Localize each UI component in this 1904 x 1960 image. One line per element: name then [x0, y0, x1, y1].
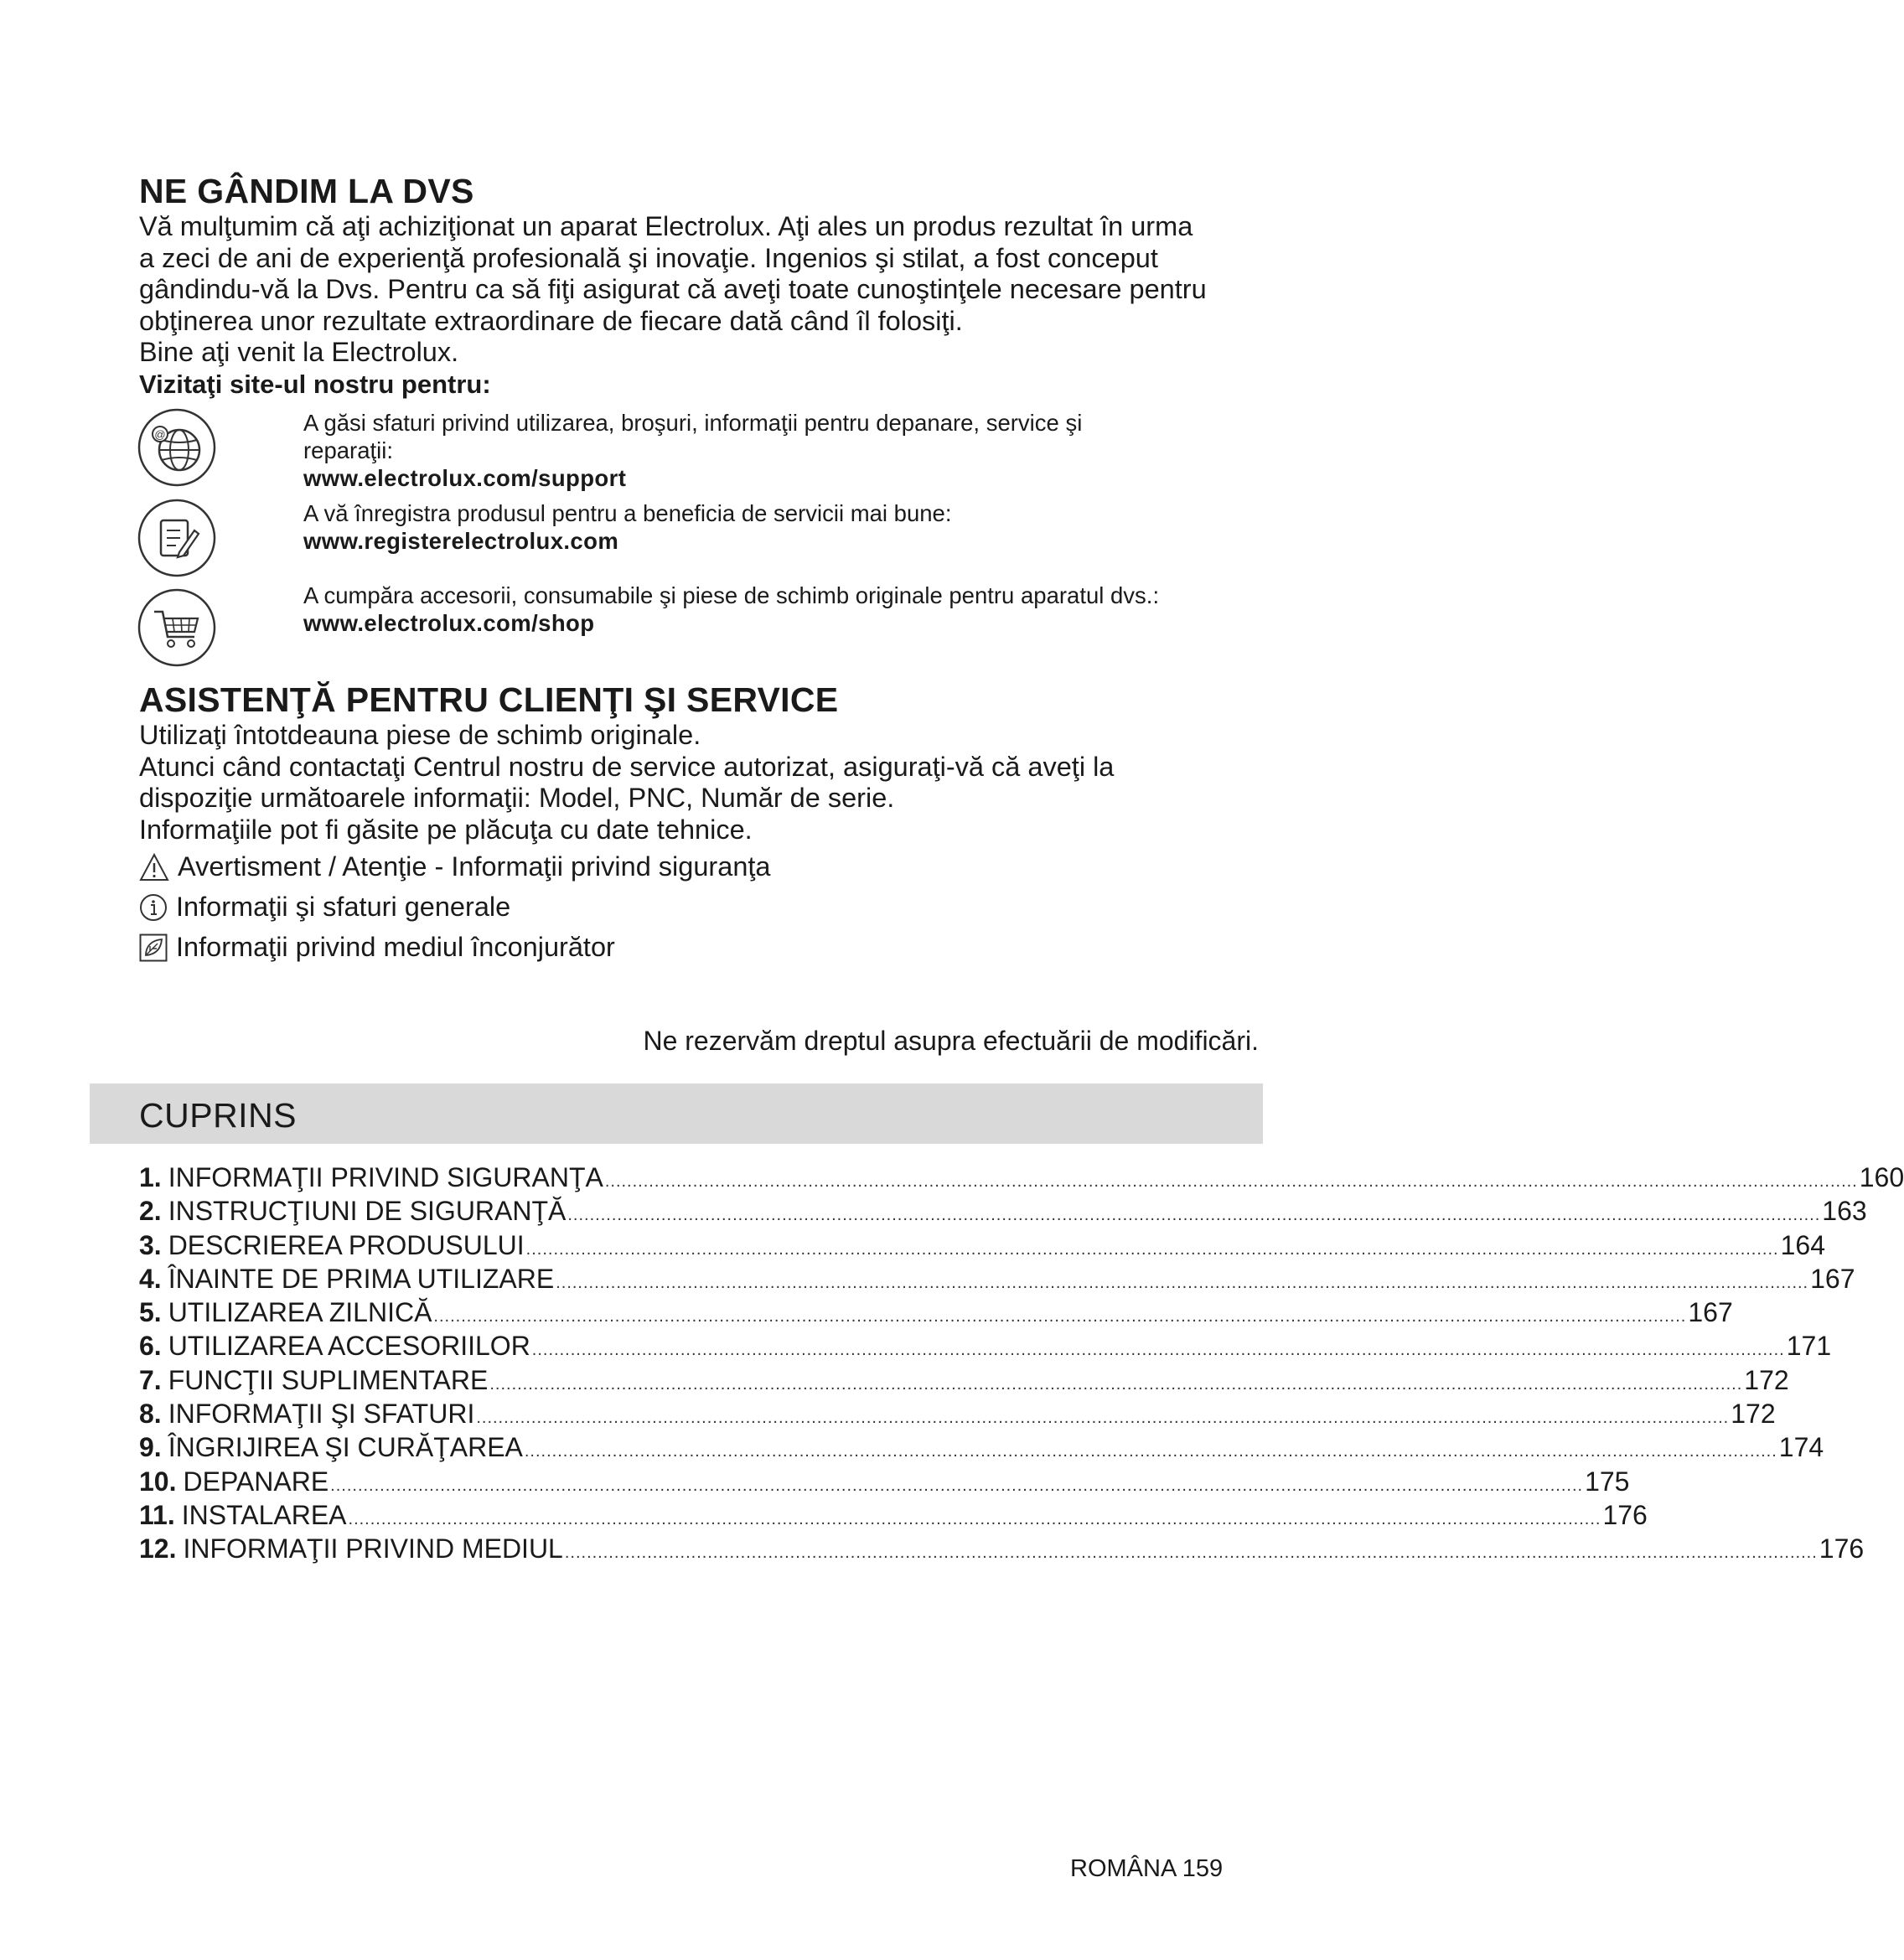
- toc-label: INSTRUCŢIUNI DE SIGURANŢĂ: [168, 1196, 567, 1227]
- toc-number: 6.: [139, 1331, 162, 1362]
- legend-text: Avertisment / Atenţie - Informaţii privind siguranţa: [178, 851, 771, 882]
- toc-page: 174: [1778, 1432, 1824, 1463]
- toc-number: 7.: [139, 1364, 162, 1395]
- shopping-cart-icon: [136, 587, 218, 669]
- toc-page: 163: [1822, 1196, 1867, 1227]
- info-icon: [139, 893, 168, 922]
- toc-page: 167: [1688, 1297, 1733, 1328]
- toc-number: 9.: [139, 1432, 162, 1463]
- register-url-link[interactable]: www.registerelectrolux.com: [303, 528, 619, 554]
- intro-title: NE GÂNDIM LA DVS: [139, 172, 474, 210]
- support-paragraph: [139, 720, 1262, 846]
- support-line: Informaţiile pot fi găsite pe plăcuţa cu date tehnice.: [139, 814, 753, 845]
- toc-entry[interactable]: [139, 1262, 1855, 1295]
- toc-number: 11.: [139, 1499, 175, 1530]
- toc-leader: ....................................................................................................................................................................................................................................: [525, 1239, 1779, 1259]
- support-title: ASISTENŢĂ PENTRU CLIENŢI ŞI SERVICE: [139, 680, 839, 719]
- toc-entry[interactable]: [139, 1397, 1776, 1430]
- intro-line: Vă mulţumim că aţi achiziţionat un aparat Electrolux. Aţi ales un produs rezultat în urma: [139, 211, 1193, 241]
- support-url-link[interactable]: www.electrolux.com/support: [303, 465, 627, 491]
- toc-leader: ....................................................................................................................................................................................................................................: [476, 1409, 1730, 1428]
- toc-label: ÎNAINTE DE PRIMA UTILIZARE: [168, 1263, 555, 1294]
- support-line: Atunci când contactaţi Centrul nostru de service autorizat, asiguraţi-vă că aveţi la: [139, 751, 1115, 782]
- toc-entry[interactable]: [139, 1194, 1867, 1228]
- toc-entry[interactable]: [139, 1430, 1824, 1464]
- intro-paragraph: [139, 211, 1262, 400]
- toc-page: 175: [1585, 1466, 1630, 1497]
- link-description: reparaţii:: [303, 437, 393, 463]
- legend-info: [139, 892, 510, 923]
- toc-leader: ....................................................................................................................................................................................................................................: [531, 1341, 1785, 1360]
- toc-entry[interactable]: [139, 1228, 1825, 1262]
- intro-line: a zeci de ani de experienţă profesională şi inovaţie. Ingenios şi stilat, a fost conceput: [139, 242, 1158, 273]
- toc-page: 171: [1786, 1331, 1832, 1362]
- toc-entry[interactable]: [139, 1161, 1904, 1194]
- toc-number: 10.: [139, 1466, 177, 1497]
- toc-label: INSTALAREA: [181, 1499, 347, 1530]
- svg-text:@: @: [154, 428, 166, 441]
- table-of-contents: [139, 1161, 1904, 1566]
- toc-page: 176: [1602, 1499, 1648, 1530]
- toc-number: 4.: [139, 1263, 162, 1294]
- toc-label: ÎNGRIJIREA ŞI CURĂŢAREA: [168, 1432, 523, 1463]
- toc-page: 172: [1731, 1399, 1776, 1430]
- toc-entry[interactable]: [139, 1295, 1733, 1329]
- toc-label: INFORMAŢII PRIVIND MEDIUL: [183, 1533, 563, 1564]
- toc-number: 3.: [139, 1229, 162, 1260]
- toc-page: 167: [1810, 1263, 1855, 1294]
- toc-leader: ....................................................................................................................................................................................................................................: [330, 1476, 1584, 1495]
- register-icon: [136, 497, 218, 579]
- legend-text: Informaţii privind mediul înconjurător: [176, 932, 615, 962]
- toc-leader: ....................................................................................................................................................................................................................................: [604, 1172, 1858, 1191]
- visit-label: Vizitaţi site-ul nostru pentru:: [139, 369, 491, 399]
- toc-number: 12.: [139, 1533, 177, 1564]
- link-shop: [303, 582, 1159, 637]
- toc-page: 164: [1780, 1229, 1825, 1260]
- toc-number: 5.: [139, 1297, 162, 1328]
- toc-page: 160: [1859, 1162, 1904, 1192]
- toc-leader: ....................................................................................................................................................................................................................................: [348, 1509, 1601, 1528]
- toc-number: 2.: [139, 1196, 162, 1227]
- support-line: dispoziţie următoarele informaţii: Model, PNC, Număr de serie.: [139, 783, 895, 813]
- globe-icon: [136, 406, 218, 489]
- environment-icon: [139, 933, 168, 962]
- intro-line: obţinerea unor rezultate extraordinare de fiecare dată când îl folosiţi.: [139, 305, 963, 336]
- toc-leader: ....................................................................................................................................................................................................................................: [567, 1206, 1821, 1225]
- toc-label: DEPANARE: [183, 1466, 329, 1497]
- toc-label: UTILIZAREA ACCESORIILOR: [168, 1331, 530, 1362]
- toc-entry[interactable]: [139, 1532, 1865, 1565]
- legend-environment: [139, 932, 615, 963]
- link-register: [303, 499, 952, 555]
- link-description: A găsi sfaturi privind utilizarea, broşuri, informaţii pentru depanare, service şi: [303, 410, 1083, 436]
- toc-entry[interactable]: [139, 1465, 1630, 1498]
- toc-leader: ....................................................................................................................................................................................................................................: [489, 1374, 1743, 1394]
- toc-label: DESCRIEREA PRODUSULUI: [168, 1229, 525, 1260]
- toc-leader: ....................................................................................................................................................................................................................................: [524, 1442, 1777, 1461]
- toc-number: 8.: [139, 1399, 162, 1430]
- legend-text: Informaţii şi sfaturi generale: [176, 892, 511, 922]
- toc-title: CUPRINS: [139, 1096, 298, 1135]
- support-line: Utilizaţi întotdeauna piese de schimb originale.: [139, 720, 701, 750]
- toc-label: UTILIZAREA ZILNICĂ: [168, 1297, 432, 1328]
- toc-number: 1.: [139, 1162, 162, 1192]
- welcome-text: Bine aţi venit la Electrolux.: [139, 337, 459, 367]
- toc-leader: ....................................................................................................................................................................................................................................: [564, 1544, 1818, 1563]
- intro-line: gândindu-vă la Dvs. Pentru ca să fiţi asigurat că aveţi toate cunoştinţele necesare pentru: [139, 274, 1207, 304]
- legend-warning: [139, 851, 771, 882]
- shop-url-link[interactable]: www.electrolux.com/shop: [303, 610, 595, 636]
- modifications-note: Ne rezervăm dreptul asupra efectuării de modificări.: [643, 1026, 1259, 1056]
- toc-entry[interactable]: [139, 1329, 1832, 1363]
- toc-page: 176: [1819, 1533, 1865, 1564]
- toc-leader: ....................................................................................................................................................................................................................................: [556, 1273, 1809, 1292]
- toc-entry[interactable]: [139, 1363, 1789, 1397]
- warning-icon: [139, 853, 169, 882]
- toc-leader: ....................................................................................................................................................................................................................................: [433, 1307, 1687, 1326]
- link-description: A vă înregistra produsul pentru a beneficia de servicii mai bune:: [303, 500, 952, 526]
- toc-page: 172: [1744, 1364, 1789, 1395]
- toc-label: INFORMAŢII ŞI SFATURI: [168, 1399, 475, 1430]
- toc-label: FUNCŢII SUPLIMENTARE: [168, 1364, 489, 1395]
- toc-label: INFORMAŢII PRIVIND SIGURANŢA: [168, 1162, 603, 1192]
- link-description: A cumpăra accesorii, consumabile şi piese de schimb originale pentru aparatul dvs.:: [303, 582, 1160, 608]
- page-footer: ROMÂNA 159: [1070, 1855, 1224, 1882]
- link-support: [303, 409, 1082, 492]
- toc-entry[interactable]: [139, 1498, 1648, 1532]
